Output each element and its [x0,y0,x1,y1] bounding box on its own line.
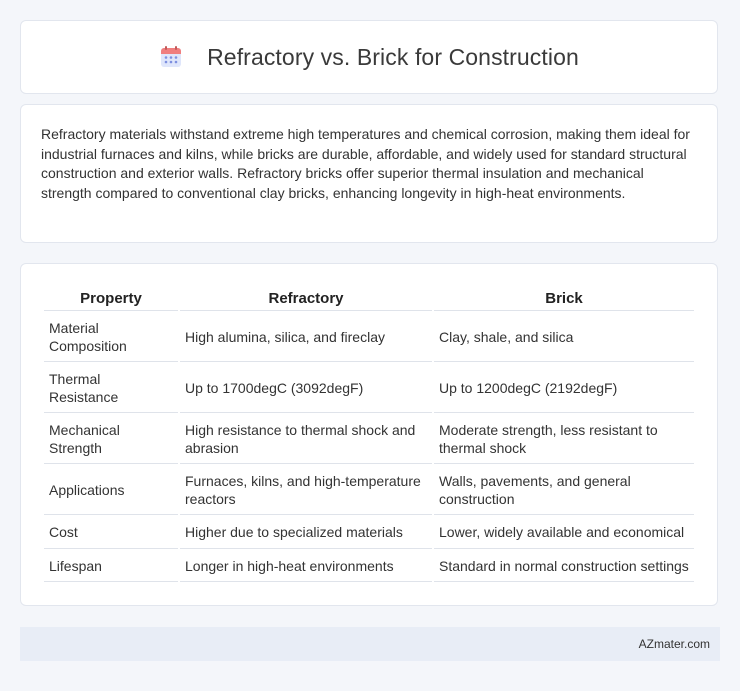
table-row [44,313,694,362]
brick-cell: Walls, pavements, and general construction [434,466,694,515]
footer-brand: AZmater.com [638,637,710,651]
refractory-cell: Longer in high-heat environments [180,551,432,583]
property-cell: Material Composition [44,313,178,362]
brick-cell: Clay, shale, and silica [434,313,694,362]
table-row [44,551,694,583]
intro-card [20,104,718,243]
table-row [44,364,694,413]
refractory-cell: Furnaces, kilns, and high-temperature reactors [180,466,432,515]
column-header-brick: Brick [434,286,694,311]
property-cell: Cost [44,517,178,549]
brick-cell: Up to 1200degC (2192degF) [434,364,694,413]
table-card [20,263,718,606]
property-cell: Lifespan [44,551,178,583]
refractory-cell: High resistance to thermal shock and abrasion [180,415,432,464]
footer [20,627,720,661]
comparison-table [42,284,696,584]
page-title: Refractory vs. Brick for Construction [207,43,579,70]
intro-text: Refractory materials withstand extreme high temperatures and chemical corrosion, making them ideal for industrial furnaces and kilns, while bricks are durable, affordable, and widely used for standard structural construction and exterior walls. Refractory bricks offer superior thermal insulation and mechanical strength compared to conventional clay bricks, enhancing longevity in high-heat environments. [41,126,690,201]
brick-cell: Standard in normal construction settings [434,551,694,583]
refractory-cell: Up to 1700degC (3092degF) [180,364,432,413]
refractory-cell: Higher due to specialized materials [180,517,432,549]
brick-cell: Moderate strength, less resistant to thermal shock [434,415,694,464]
table-header-row [44,286,694,311]
column-header-refractory: Refractory [180,286,432,311]
header-card [20,20,718,94]
property-cell: Thermal Resistance [44,364,178,413]
table-row [44,415,694,464]
refractory-cell: High alumina, silica, and fireclay [180,313,432,362]
calendar-icon [159,45,183,69]
table-row [44,466,694,515]
property-cell: Applications [44,466,178,515]
property-cell: Mechanical Strength [44,415,178,464]
header [159,44,579,71]
column-header-property: Property [44,286,178,311]
brick-cell: Lower, widely available and economical [434,517,694,549]
table-row [44,517,694,549]
